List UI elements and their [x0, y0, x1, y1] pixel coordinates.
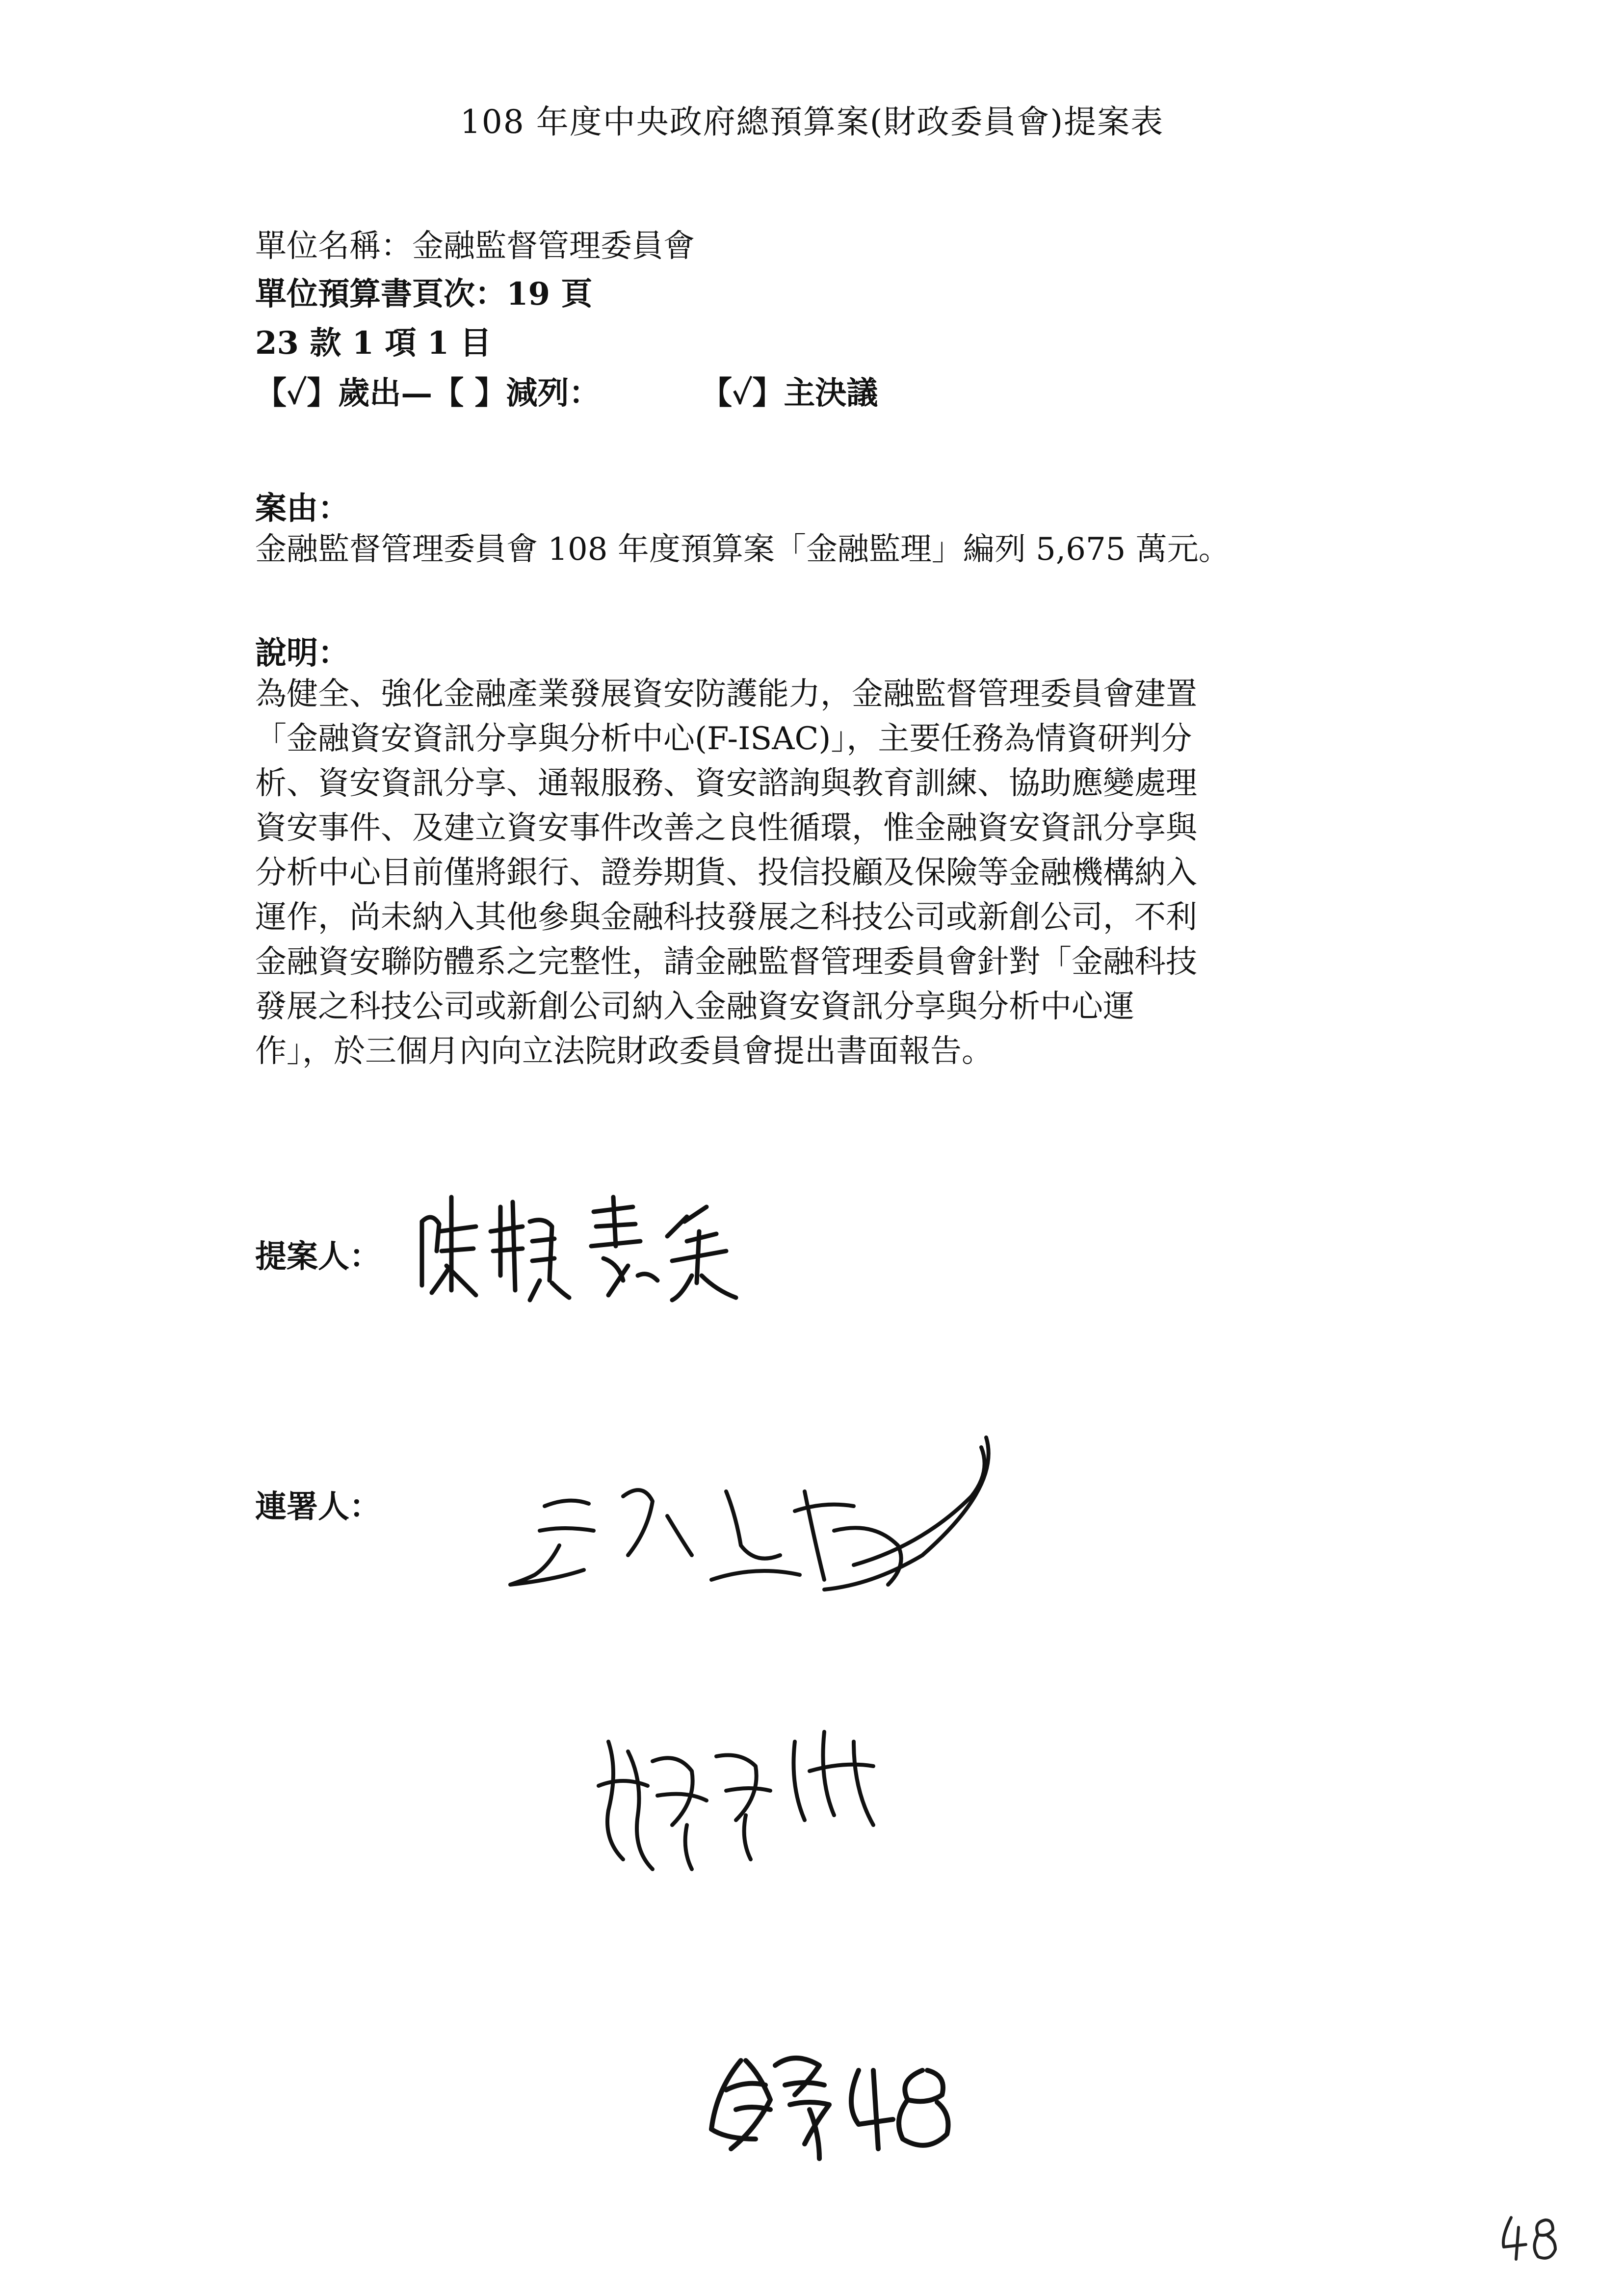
checkbox-row — [255, 375, 878, 412]
explanation-heading: 說明： — [255, 635, 349, 672]
cosigner-label: 連署人： — [255, 1488, 381, 1525]
checkbox-expense-reduce: 【✓】歲出—【 】減列： — [255, 375, 601, 412]
explanation-line: 「金融資安資訊分享與分析中心(F-ISAC)」，主要任務為情資研判分 — [255, 721, 1192, 757]
unit-name: 單位名稱：金融監督管理委員會 — [255, 228, 695, 264]
explanation-line: 為健全、強化金融產業發展資安防護能力，金融監督管理委員會建置 — [255, 676, 1197, 712]
explanation-body — [255, 672, 1197, 1074]
explanation-line: 分析中心目前僅將銀行、證券期貨、投信投顧及保險等金融機構納入 — [255, 855, 1197, 891]
cosigner-signature-2 — [579, 1712, 922, 1884]
explanation-line: 作」，於三個月內向立法院財政委員會提出書面報告。 — [255, 1033, 993, 1070]
section-code: 23 款 1 項 1 目 — [255, 325, 492, 362]
reason-line: 金融監督管理委員會 108 年度預算案「金融監理」編列 5,675 萬元。 — [255, 531, 1230, 568]
reason-text — [255, 527, 1230, 572]
explanation-line: 資安事件、及建立資安事件改善之良性循環，惟金融資安資訊分享與 — [255, 810, 1197, 846]
bottom-handwritten-stamp — [697, 2031, 971, 2168]
handwritten-page-number — [1492, 2208, 1565, 2267]
document-title: 108 年度中央政府總預算案(財政委員會)提案表 — [460, 103, 1164, 141]
explanation-line: 金融資安聯防體系之完整性，請金融監督管理委員會針對「金融科技 — [255, 944, 1197, 980]
explanation-line: 運作，尚未納入其他參與金融科技發展之科技公司或新創公司，不利 — [255, 899, 1197, 936]
proposer-label: 提案人： — [255, 1238, 381, 1275]
checkbox-main-resolution: 【✓】主決議 — [701, 375, 878, 412]
cosigner-signature-1 — [481, 1418, 1021, 1624]
explanation-line: 析、資安資訊分享、通報服務、資安諮詢與教育訓練、協助應變處理 — [255, 765, 1197, 802]
budget-page: 單位預算書頁次：19 頁 — [255, 276, 593, 313]
reason-heading: 案由： — [255, 490, 349, 527]
explanation-line: 發展之科技公司或新創公司納入金融資安資訊分享與分析中心運 — [255, 989, 1134, 1025]
proposer-signature — [412, 1177, 756, 1310]
